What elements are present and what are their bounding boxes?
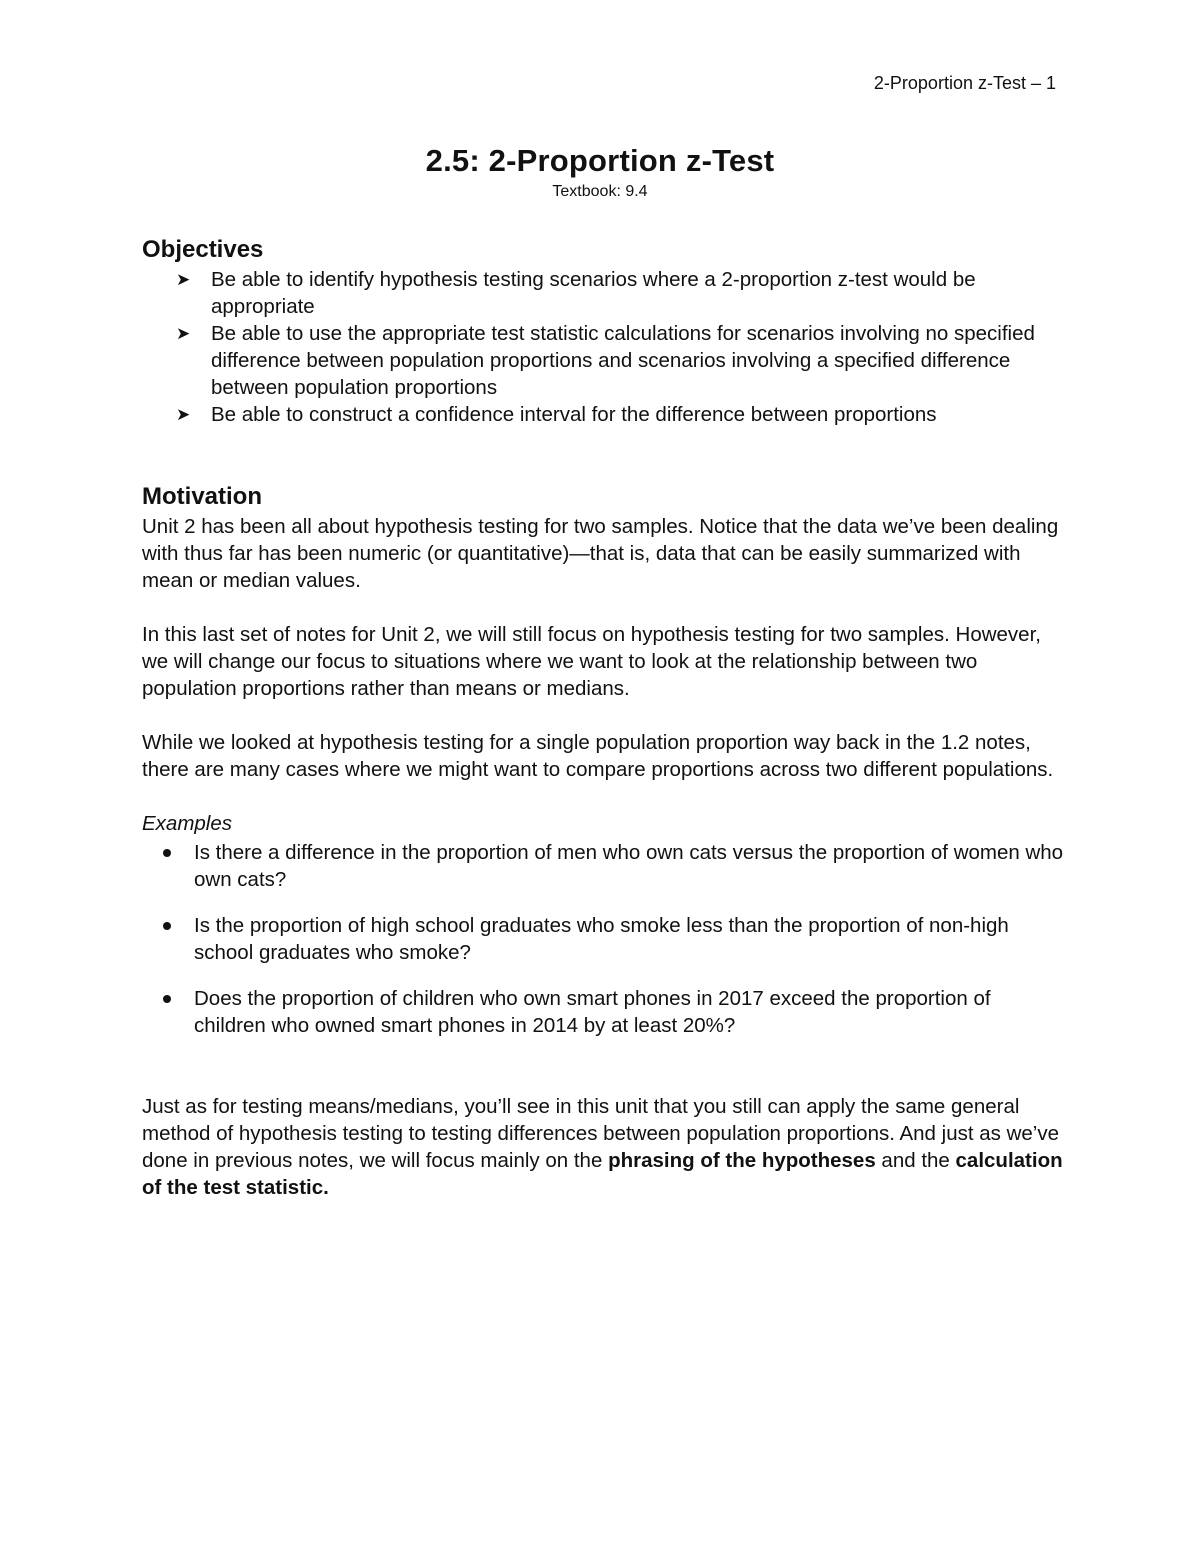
objective-item <box>142 266 1067 320</box>
example-text: Does the proportion of children who own smart phones in 2017 exceed the proportion of children who owned smart phones in 2014 by at least 20%? <box>194 987 991 1037</box>
example-text: Is there a difference in the proportion of men who own cats versus the proportion of women who own cats? <box>194 841 1064 891</box>
example-item <box>142 912 1067 966</box>
example-item <box>142 985 1067 1039</box>
textbook-reference: Textbook: 9.4 <box>552 183 648 200</box>
examples-label: Examples <box>142 812 233 835</box>
closing-text-middle: and the <box>875 1149 956 1172</box>
motivation-paragraph: While we looked at hypothesis testing for a single population proportion way back in the 1.2 notes, there are many cases where we might want to compare proportions across two different populations. <box>142 731 1054 781</box>
document-body <box>142 234 1067 1201</box>
closing-text-start: Just as for testing means/medians, you’ll see in this unit that you still can apply the same general method of hypothesis testing to testing differences between population proportions. And just as we’ve done in previous notes, we will focus mainly on the <box>142 1095 1060 1172</box>
examples-list <box>142 839 1067 1039</box>
closing-period: . <box>323 1176 329 1199</box>
emphasis-hypotheses: phrasing of the hypotheses <box>608 1149 876 1172</box>
running-header: 2-Proportion z-Test – 1 <box>873 73 1056 93</box>
arrow-bullet-icon: ➤ <box>176 324 191 343</box>
example-text: Is the proportion of high school graduates who smoke less than the proportion of non-high school graduates who smoke? <box>194 914 1009 964</box>
bullet-dot-icon <box>163 995 171 1003</box>
objective-text: Be able to identify hypothesis testing scenarios where a 2-proportion z-test would be appropriate <box>211 268 976 318</box>
motivation-paragraph: Unit 2 has been all about hypothesis testing for two samples. Notice that the data we’ve been dealing with thus far has been numeric (or quantitative)—that is, data that can be easily summarized with mean or median values. <box>142 515 1059 592</box>
arrow-bullet-icon: ➤ <box>176 270 191 289</box>
emphasis-test-statistic: calculation of the test statistic <box>142 1149 1063 1199</box>
objective-text: Be able to construct a confidence interval for the difference between proportions <box>211 403 937 426</box>
closing-paragraph <box>142 1093 1067 1201</box>
objectives-list <box>142 266 1067 428</box>
objective-item <box>142 401 1067 428</box>
example-item <box>142 839 1067 893</box>
objective-text: Be able to use the appropriate test statistic calculations for scenarios involving no specified difference between population proportions and scenarios involving a specified difference between population proportions <box>211 322 1035 399</box>
bullet-dot-icon <box>163 849 171 857</box>
arrow-bullet-icon: ➤ <box>176 405 191 424</box>
bullet-dot-icon <box>163 922 171 930</box>
motivation-heading: Motivation <box>142 483 262 510</box>
title-block <box>0 142 1200 202</box>
objective-item <box>142 320 1067 401</box>
objectives-heading: Objectives <box>142 236 264 263</box>
motivation-paragraph: In this last set of notes for Unit 2, we will still focus on hypothesis testing for two samples. However, we will change our focus to situations where we want to look at the relationship between two population proportions rather than means or medians. <box>142 623 1041 700</box>
page-title: 2.5: 2-Proportion z-Test <box>425 143 775 178</box>
